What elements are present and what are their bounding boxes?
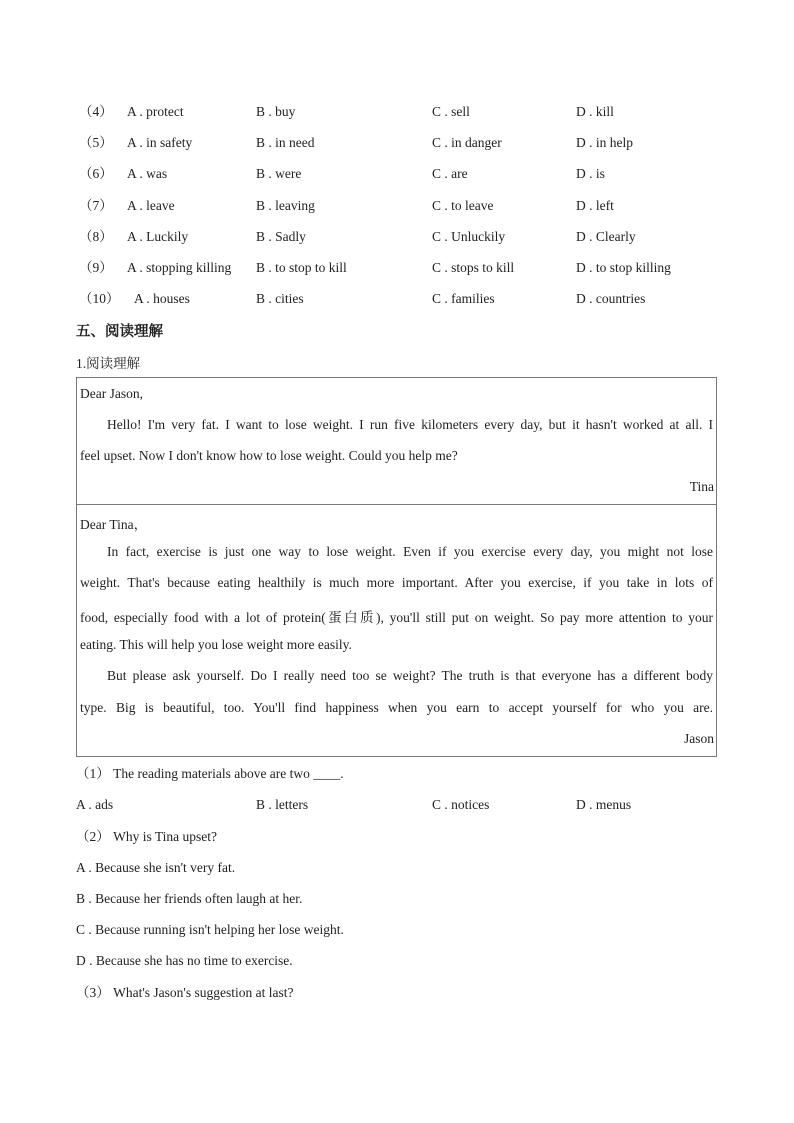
option-a: A . Because she isn't very fat. <box>76 860 236 875</box>
option-d: D . countries <box>576 291 646 306</box>
question-number: （5） <box>79 135 113 150</box>
option-row <box>0 951 794 971</box>
letter-greeting: Dear Jason, <box>80 386 143 401</box>
letter-signature: Jason <box>684 731 714 746</box>
option-a: A . was <box>127 166 168 181</box>
question-stem <box>0 827 794 847</box>
option-c: C . Unluckily <box>432 229 506 244</box>
option-b: B . were <box>256 166 302 181</box>
option-b: B . Because her friends often laugh at her. <box>76 891 303 906</box>
option-b: B . Sadly <box>256 229 306 244</box>
option-row <box>0 289 794 309</box>
option-row <box>0 227 794 247</box>
letter-body-line: type. Big is beautiful, too. You'll find happiness when you earn to accept yourself for who you are. <box>80 700 713 715</box>
option-a: A . houses <box>134 291 190 306</box>
option-d: D . left <box>576 198 614 213</box>
letter-box-jason <box>76 504 717 757</box>
question-number: （7） <box>79 198 113 213</box>
option-row <box>0 102 794 122</box>
letter-body-line: In fact, exercise is just one way to lose weight. Even if you exercise every day, you might not lose <box>107 544 713 559</box>
option-c: C . in danger <box>432 135 502 150</box>
question-text: （1） The reading materials above are two ____. <box>76 766 344 781</box>
option-b: B . cities <box>256 291 304 306</box>
option-row <box>0 889 794 909</box>
option-c: C . families <box>432 291 495 306</box>
option-a: A . in safety <box>127 135 193 150</box>
option-b: B . to stop to kill <box>256 260 347 275</box>
option-c: C . to leave <box>432 198 494 213</box>
question-stem <box>0 764 794 784</box>
question-number: （6） <box>79 166 113 181</box>
option-b: B . buy <box>256 104 296 119</box>
option-d: D . Because she has no time to exercise. <box>76 953 293 968</box>
letter-body-line: But please ask yourself. Do I really need too se weight? The truth is that everyone has a different body <box>107 668 713 683</box>
option-b: B . letters <box>256 797 309 812</box>
letter-body-line: Hello! I'm very fat. I want to lose weight. I run five kilometers every day, but it hasn't worked at all. I <box>107 417 713 432</box>
letter-body-line: food, especially food with a lot of protein(蛋白质), you'll still put on weight. So pay more attention to your <box>80 610 713 625</box>
section-title: 五、阅读理解 <box>76 324 163 340</box>
option-d: D . in help <box>576 135 633 150</box>
sub-title: 1.阅读理解 <box>76 356 141 371</box>
option-row <box>0 795 794 815</box>
option-d: D . menus <box>576 797 632 812</box>
option-b: B . in need <box>256 135 315 150</box>
question-number: （10） <box>79 291 120 306</box>
option-row <box>0 920 794 940</box>
option-d: D . Clearly <box>576 229 636 244</box>
option-row <box>0 164 794 184</box>
option-d: D . kill <box>576 104 614 119</box>
letter-body-line: feel upset. Now I don't know how to lose weight. Could you help me? <box>80 448 458 463</box>
option-a: A . leave <box>127 198 175 213</box>
option-c: C . stops to kill <box>432 260 515 275</box>
question-number: （9） <box>79 260 113 275</box>
option-a: A . Luckily <box>127 229 189 244</box>
question-stem <box>0 983 794 1003</box>
option-c: C . Because running isn't helping her lose weight. <box>76 922 344 937</box>
letter-greeting: Dear Tina， <box>80 517 148 532</box>
option-b: B . leaving <box>256 198 315 213</box>
option-c: C . notices <box>432 797 490 812</box>
option-row <box>0 858 794 878</box>
letter-signature: Tina <box>689 479 714 494</box>
option-row <box>0 133 794 153</box>
option-a: A . protect <box>127 104 184 119</box>
question-text: （3） What's Jason's suggestion at last? <box>76 985 294 1000</box>
option-row <box>0 258 794 278</box>
letter-box-tina <box>76 377 717 505</box>
question-number: （8） <box>79 229 113 244</box>
question-number: （4） <box>79 104 113 119</box>
option-a: A . stopping killing <box>127 260 232 275</box>
option-a: A . ads <box>76 797 114 812</box>
option-c: C . sell <box>432 104 470 119</box>
letter-body-line: weight. That's because eating healthily is much more important. After you exercise, if you take in lots of <box>80 575 713 590</box>
question-text: （2） Why is Tina upset? <box>76 829 218 844</box>
option-d: D . to stop killing <box>576 260 671 275</box>
option-d: D . is <box>576 166 605 181</box>
option-row <box>0 196 794 216</box>
option-c: C . are <box>432 166 468 181</box>
letter-body-line: eating. This will help you lose weight more easily. <box>80 637 352 652</box>
